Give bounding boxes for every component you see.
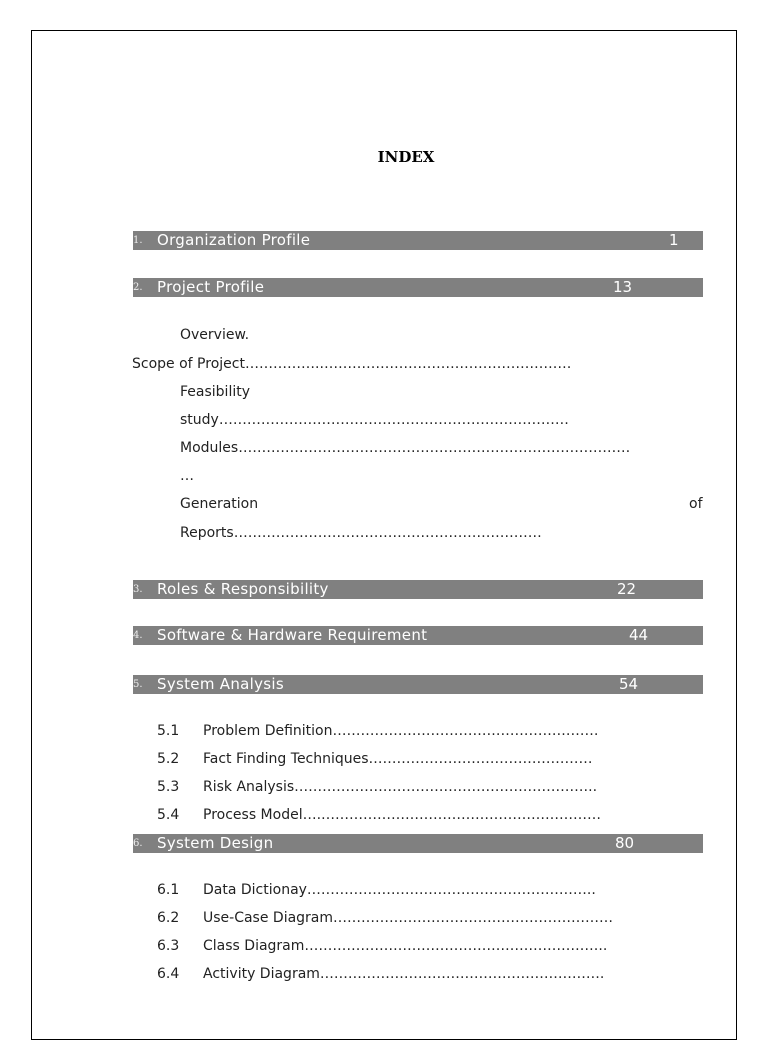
section-number: 4. [133,630,143,641]
subentry-text: Problem Definition………………………………………………… [203,723,599,739]
section-page: 80 [615,834,635,852]
toc-entry: of [689,496,703,512]
page-title: INDEX [377,148,435,166]
section-label: Organization Profile [157,231,311,249]
section-number: 6. [133,838,143,849]
subentry-text: Use-Case Diagram…………………………………………………… [203,910,614,926]
section-number: 1. [133,235,143,246]
toc-entry: Generation [180,496,259,512]
subentry-text: Data Dictionay…………………………………………………….. [203,882,596,898]
subentry-number: 5.3 [157,779,180,795]
section-page: 44 [629,626,649,644]
section-page: 13 [613,278,633,296]
section-bar-roles-responsibility [133,580,703,599]
section-label: Project Profile [157,278,265,296]
toc-entry: Scope of Project…………….……………………………………………… [132,356,572,372]
section-page: 1 [669,231,679,249]
subentry-number: 6.2 [157,910,180,926]
toc-entry: Reports………………………………………………………… [180,525,542,541]
section-page: 54 [619,675,639,693]
toc-entry: … [180,468,194,484]
subentry-text: Fact Finding Techniques………………………………………… [203,751,593,767]
subentry-number: 6.4 [157,966,180,982]
section-bar-system-analysis [133,675,703,694]
section-label: Software & Hardware Requirement [157,626,428,644]
subentry-number: 5.2 [157,751,180,767]
subentry-number: 6.1 [157,882,180,898]
subentry-text: Process Model….…………………………………………………… [203,807,602,823]
section-number: 3. [133,584,143,595]
subentry-text: Activity Diagram……………………………………………………. [203,966,605,982]
toc-entry: Feasibility [180,384,250,400]
toc-entry: study………………………………………………………………… [180,412,569,428]
subentry-number: 6.3 [157,938,180,954]
subentry-number: 5.4 [157,807,180,823]
section-bar-software-hardware [133,626,703,645]
section-bar-project-profile [133,278,703,297]
subentry-number: 5.1 [157,723,180,739]
subentry-text: Risk Analysis……………………………………………………….. [203,779,598,795]
section-bar-system-design [133,834,703,853]
section-number: 5. [133,679,143,690]
section-label: System Analysis [157,675,285,693]
subentry-text: Class Diagram……………………………………………………….. [203,938,608,954]
section-bar-organization-profile [133,231,703,250]
section-label: Roles & Responsibility [157,580,329,598]
section-label: System Design [157,834,274,852]
toc-entry: Overview. [180,327,250,343]
section-page: 22 [617,580,637,598]
toc-entry: Modules………………………………………………………………………… [180,440,631,456]
section-number: 2. [133,282,143,293]
